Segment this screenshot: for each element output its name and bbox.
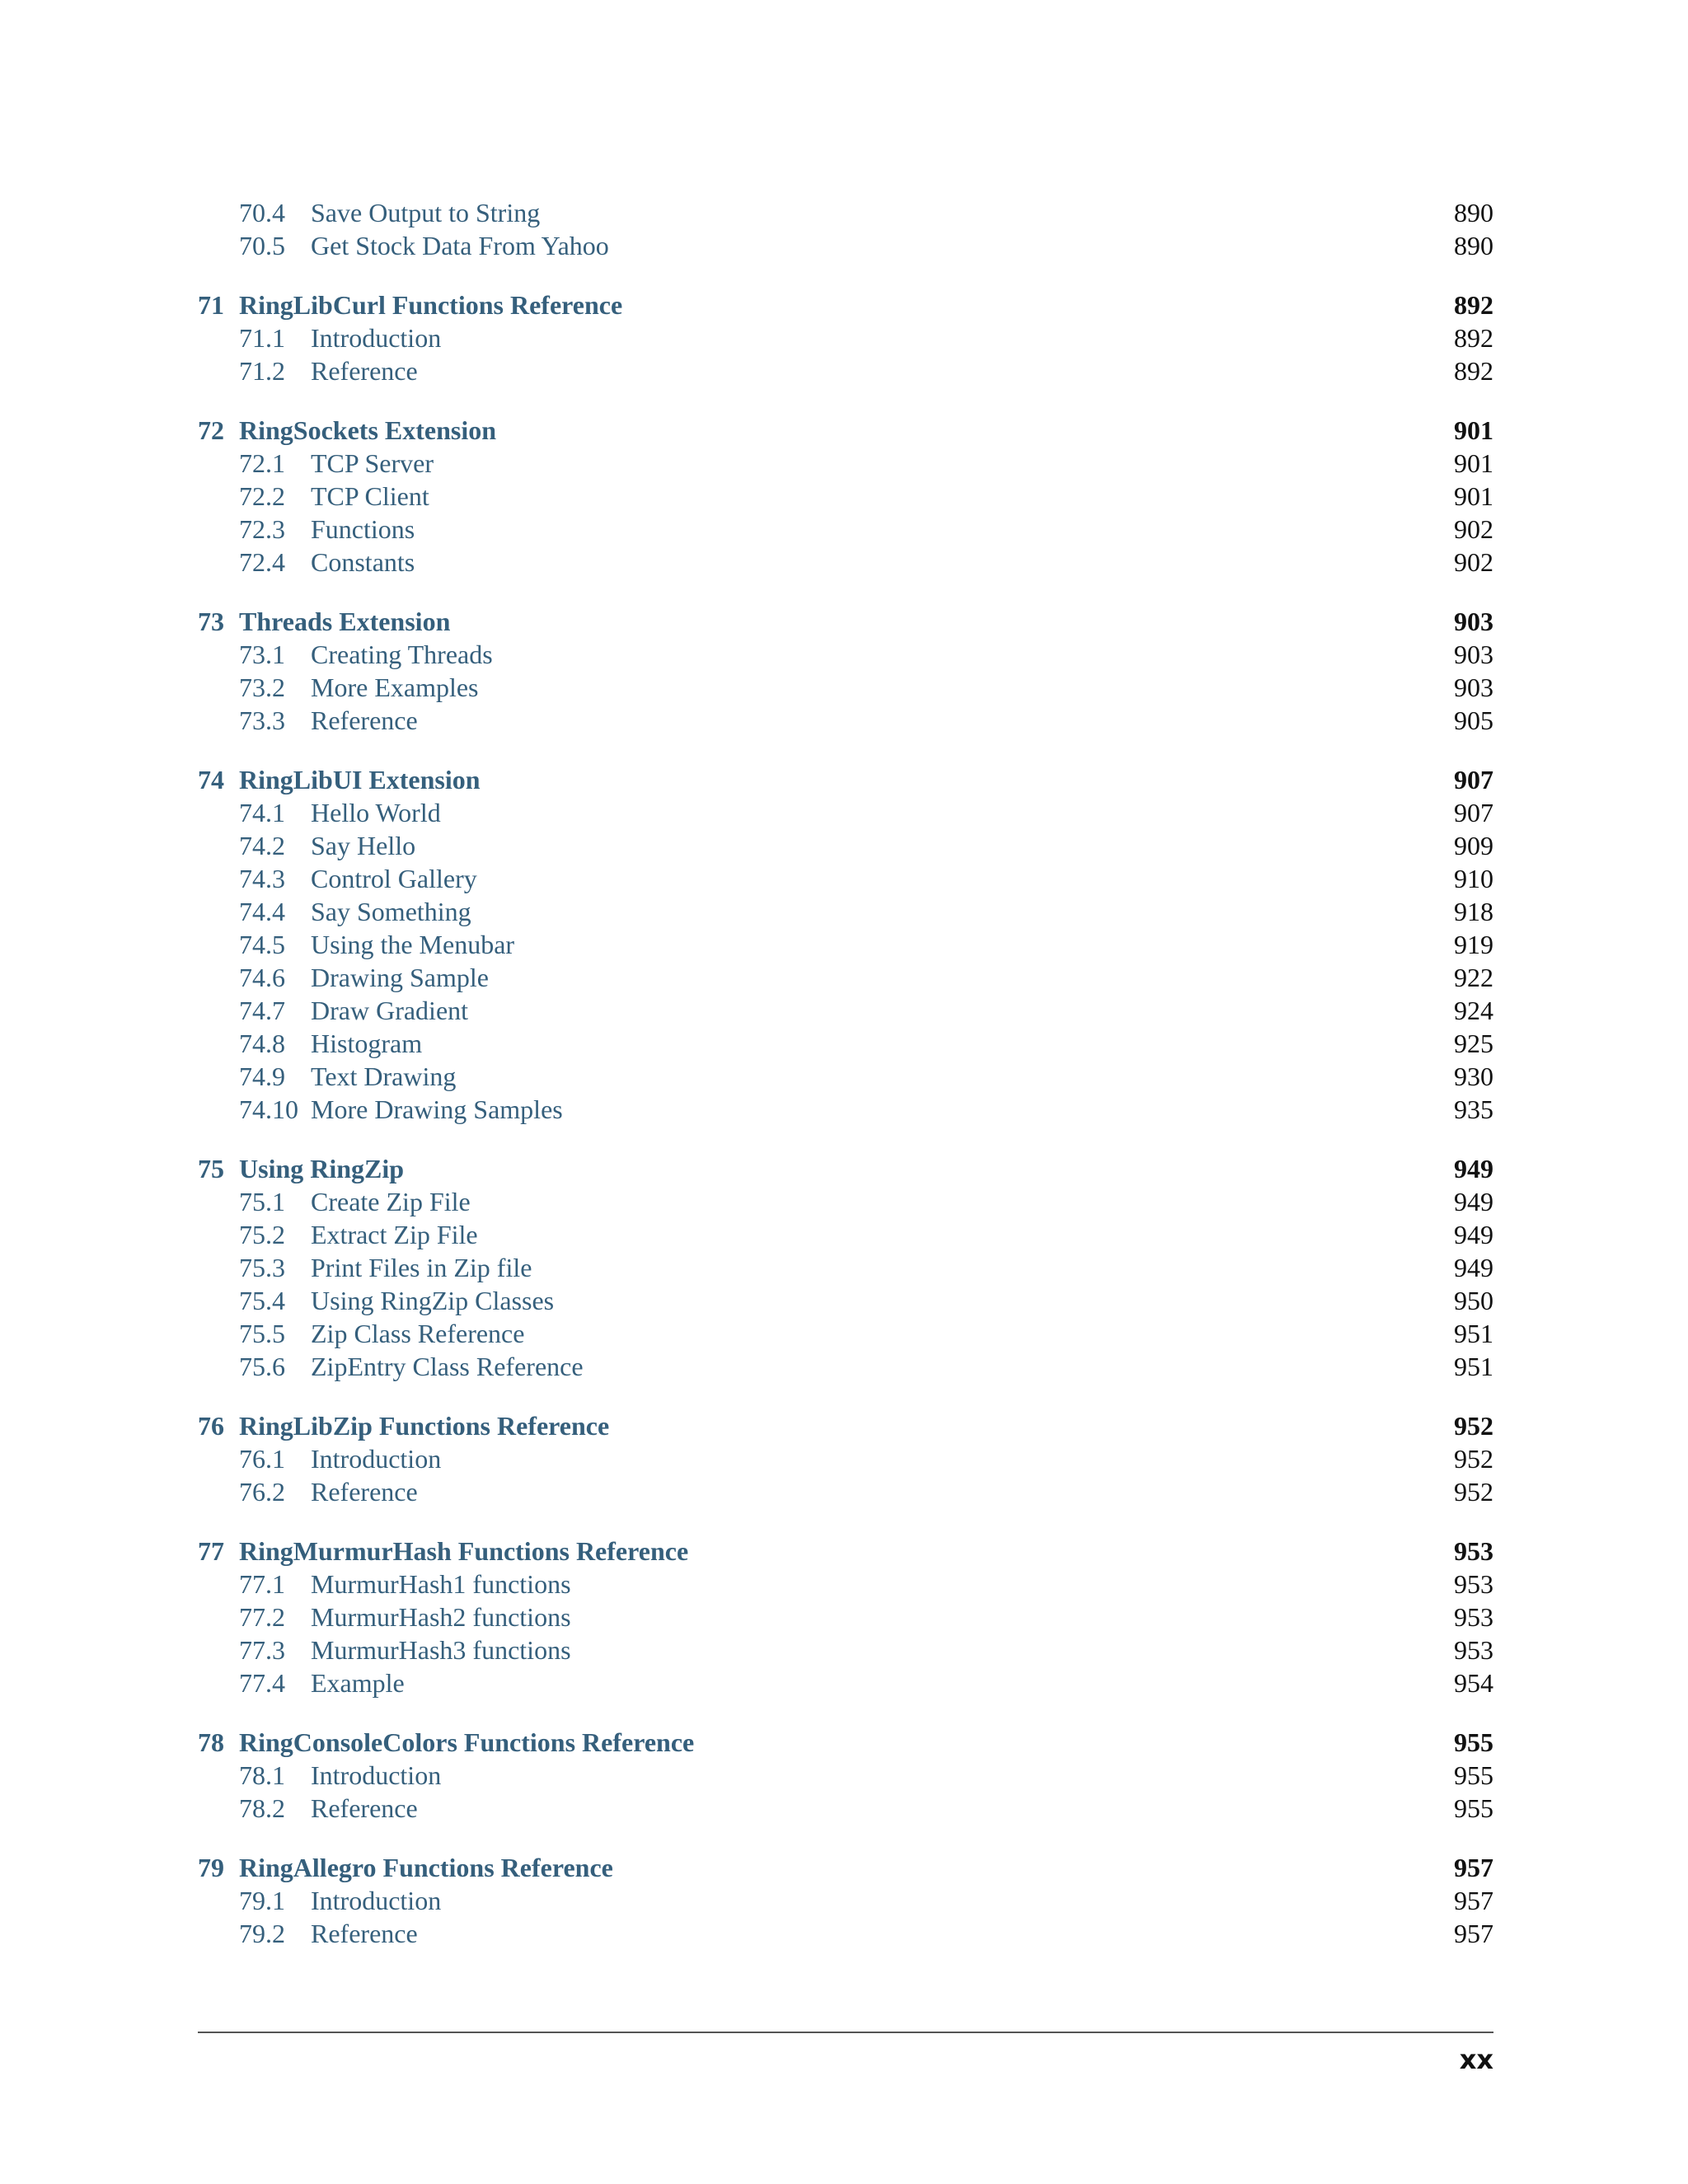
section-number[interactable]: 78.2 [239, 1793, 285, 1823]
toc-entry[interactable] [198, 829, 1493, 862]
toc-entry[interactable] [198, 704, 1493, 737]
page-number-ref: 957 [1446, 1884, 1493, 1917]
page-number-ref: 901 [1446, 447, 1493, 480]
section-title-link[interactable]: Text Drawing [311, 1060, 467, 1093]
section-number[interactable]: 74.10 [239, 1094, 298, 1124]
section-title-link[interactable]: Say Hello [311, 829, 427, 862]
chapter-title-link[interactable]: Using RingZip [239, 1154, 405, 1183]
section-number[interactable]: 72.1 [239, 448, 285, 478]
chapter-title-link[interactable]: RingLibZip Functions Reference [239, 1411, 610, 1441]
section-title-link[interactable]: Using the Menubar [311, 928, 526, 961]
page-number-ref: 953 [1446, 1601, 1493, 1633]
toc-entry[interactable] [198, 229, 1493, 262]
toc-chapter-heading[interactable] [198, 763, 1493, 796]
toc-entry[interactable] [198, 1601, 1493, 1633]
section-number[interactable]: 77.1 [239, 1569, 285, 1599]
section-title-link[interactable]: Creating Threads [311, 638, 504, 671]
page-number-ref: 957 [1446, 1917, 1493, 1950]
page-number-ref: 949 [1446, 1251, 1493, 1284]
toc-entry[interactable] [198, 1350, 1493, 1383]
section-number[interactable]: 76.1 [239, 1444, 285, 1474]
toc-entry[interactable] [198, 961, 1493, 994]
toc-entry[interactable] [198, 638, 1493, 671]
chapter-number[interactable]: 75 [198, 1154, 224, 1183]
page-number-ref: 949 [1446, 1218, 1493, 1251]
section-title-link[interactable]: Introduction [311, 1884, 452, 1917]
toc-entry[interactable] [198, 1060, 1493, 1093]
toc-entry[interactable] [198, 862, 1493, 895]
page-number-ref: 919 [1446, 928, 1493, 961]
chapter-title-link[interactable]: RingMurmurHash Functions Reference [239, 1536, 689, 1566]
chapter-title-link[interactable]: RingLibUI Extension [239, 765, 481, 794]
section-title-link[interactable]: Introduction [311, 1442, 452, 1475]
toc-entry[interactable] [198, 196, 1493, 229]
section-title-link[interactable]: Zip Class Reference [311, 1317, 536, 1350]
toc-entry[interactable] [198, 1666, 1493, 1699]
page-number-ref: 907 [1454, 765, 1493, 794]
toc-entry[interactable] [198, 546, 1493, 579]
page-number-ref: 892 [1454, 290, 1493, 320]
section-number[interactable]: 73.1 [239, 640, 285, 669]
section-number[interactable]: 70.5 [239, 231, 285, 260]
toc-entry[interactable] [198, 895, 1493, 928]
page-number-ref: 949 [1454, 1154, 1493, 1183]
toc-entry[interactable] [198, 1884, 1493, 1917]
toc-entry[interactable] [198, 796, 1493, 829]
section-title-link[interactable]: Create Zip File [311, 1185, 482, 1218]
section-number[interactable]: 75.5 [239, 1319, 285, 1348]
section-number[interactable]: 75.3 [239, 1253, 285, 1282]
page-number-ref: 953 [1446, 1568, 1493, 1601]
chapter-title-link[interactable]: RingSockets Extension [239, 415, 497, 445]
section-title-link[interactable]: Draw Gradient [311, 994, 480, 1027]
toc-entry[interactable] [198, 480, 1493, 513]
toc-entry[interactable] [198, 1027, 1493, 1060]
section-number[interactable]: 75.1 [239, 1187, 285, 1216]
section-title-link[interactable]: More Drawing Samples [311, 1093, 574, 1126]
toc-entry[interactable] [198, 1792, 1493, 1825]
section-title-link[interactable]: Reference [311, 1475, 429, 1508]
page-number-ref: 922 [1446, 961, 1493, 994]
section-title-link[interactable]: Reference [311, 354, 429, 387]
section-title-link[interactable]: TCP Server [311, 447, 445, 480]
page-number-ref: 890 [1446, 196, 1493, 229]
page-number-ref: 952 [1446, 1442, 1493, 1475]
toc-entry[interactable] [198, 1917, 1493, 1950]
section-title-link[interactable]: Say Something [311, 895, 483, 928]
section-number[interactable]: 74.4 [239, 897, 285, 926]
chapter-number[interactable]: 74 [198, 765, 224, 794]
section-title-link[interactable]: ZipEntry Class Reference [311, 1350, 595, 1383]
page-number-ref: 909 [1446, 829, 1493, 862]
chapter-number[interactable]: 73 [198, 607, 224, 636]
section-number[interactable]: 74.3 [239, 864, 285, 893]
chapter-title-link[interactable]: Threads Extension [239, 607, 451, 636]
section-number[interactable]: 72.3 [239, 514, 285, 544]
page-number-ref: 907 [1446, 796, 1493, 829]
toc-entry[interactable] [198, 1251, 1493, 1284]
toc-entry[interactable] [198, 1185, 1493, 1218]
chapter-title-link[interactable]: RingConsoleColors Functions Reference [239, 1727, 695, 1757]
section-title-link[interactable]: Reference [311, 1917, 429, 1950]
section-number[interactable]: 77.2 [239, 1602, 285, 1632]
toc-chapter-heading[interactable] [198, 1851, 1493, 1884]
section-number[interactable]: 74.8 [239, 1029, 285, 1058]
page-number-ref: 951 [1446, 1350, 1493, 1383]
toc-entry[interactable] [198, 447, 1493, 480]
section-title-link[interactable]: Functions [311, 513, 426, 546]
page-number-ref: 955 [1446, 1792, 1493, 1825]
chapter-number[interactable]: 77 [198, 1536, 224, 1566]
section-number[interactable]: 77.4 [239, 1668, 285, 1698]
section-number[interactable]: 78.1 [239, 1760, 285, 1790]
toc-entry[interactable] [198, 994, 1493, 1027]
toc-entry[interactable] [198, 1759, 1493, 1792]
toc-entry[interactable] [198, 928, 1493, 961]
chapter-number[interactable]: 71 [198, 290, 224, 320]
page-number-ref: 918 [1446, 895, 1493, 928]
toc-chapter-heading[interactable] [198, 605, 1493, 638]
section-number[interactable]: 73.2 [239, 673, 285, 702]
page-number-ref: 951 [1446, 1317, 1493, 1350]
section-number[interactable]: 71.2 [239, 356, 285, 386]
section-title-link[interactable]: Histogram [311, 1027, 434, 1060]
page-number-ref: 953 [1446, 1633, 1493, 1666]
section-title-link[interactable]: Introduction [311, 1759, 452, 1792]
section-title-link[interactable]: Get Stock Data From Yahoo [311, 229, 621, 262]
section-number[interactable]: 77.3 [239, 1635, 285, 1665]
section-title-link[interactable]: Extract Zip File [311, 1218, 490, 1251]
page-number-ref: 905 [1446, 704, 1493, 737]
page-number-ref: 924 [1446, 994, 1493, 1027]
page-number-ref: 930 [1446, 1060, 1493, 1093]
chapter-number[interactable]: 76 [198, 1411, 224, 1441]
toc-entry[interactable] [198, 354, 1493, 387]
chapter-number[interactable]: 79 [198, 1853, 224, 1882]
page-number-ref: 903 [1454, 607, 1493, 636]
section-number[interactable]: 73.3 [239, 705, 285, 735]
section-title-link[interactable]: Print Files in Zip file [311, 1251, 543, 1284]
page-number-ref: 901 [1454, 415, 1493, 445]
page-number-ref: 955 [1454, 1727, 1493, 1757]
page-number-ref: 910 [1446, 862, 1493, 895]
page-number-ref: 892 [1446, 354, 1493, 387]
section-number[interactable]: 79.1 [239, 1886, 285, 1915]
section-number[interactable]: 72.2 [239, 481, 285, 511]
page-number-ref: 902 [1446, 546, 1493, 579]
toc-entry[interactable] [198, 1633, 1493, 1666]
toc-chapter-heading[interactable] [198, 414, 1493, 447]
section-title-link[interactable]: Introduction [311, 321, 452, 354]
section-number[interactable]: 74.6 [239, 963, 285, 992]
chapter-number[interactable]: 78 [198, 1727, 224, 1757]
page-number-ref: 950 [1446, 1284, 1493, 1317]
section-number[interactable]: 75.6 [239, 1352, 285, 1381]
section-number[interactable]: 79.2 [239, 1919, 285, 1948]
page-number-ref: 953 [1454, 1536, 1493, 1566]
page-number-ref: 957 [1454, 1853, 1493, 1882]
section-number[interactable]: 74.1 [239, 798, 285, 827]
page-number-ref: 949 [1446, 1185, 1493, 1218]
page-number-ref: 890 [1446, 229, 1493, 262]
page-number: xx [1459, 2044, 1493, 2075]
section-title-link[interactable]: Reference [311, 1792, 429, 1825]
toc-chapter-heading[interactable] [198, 1535, 1493, 1568]
section-title-link[interactable]: More Examples [311, 671, 490, 704]
toc-entry[interactable] [198, 1475, 1493, 1508]
toc-entry[interactable] [198, 1218, 1493, 1251]
page-number-ref: 954 [1446, 1666, 1493, 1699]
page-number-ref: 903 [1446, 638, 1493, 671]
toc-chapter-heading[interactable] [198, 1726, 1493, 1759]
toc-entry[interactable] [198, 1284, 1493, 1317]
section-number[interactable]: 74.7 [239, 996, 285, 1025]
page-number-ref: 902 [1446, 513, 1493, 546]
toc-chapter-heading[interactable] [198, 1409, 1493, 1442]
section-title-link[interactable]: TCP Client [311, 480, 441, 513]
section-title-link[interactable]: Hello World [311, 796, 452, 829]
section-number[interactable]: 72.4 [239, 547, 285, 577]
section-title-link[interactable]: Control Gallery [311, 862, 489, 895]
page-number-ref: 935 [1446, 1093, 1493, 1126]
page-number-ref: 903 [1446, 671, 1493, 704]
page-number-ref: 952 [1454, 1411, 1493, 1441]
chapter-number[interactable]: 72 [198, 415, 224, 445]
page-number-ref: 955 [1446, 1759, 1493, 1792]
toc-entry[interactable] [198, 321, 1493, 354]
section-number[interactable]: 76.2 [239, 1477, 285, 1507]
section-number[interactable]: 74.2 [239, 831, 285, 860]
section-number[interactable]: 74.9 [239, 1062, 285, 1091]
section-title-link[interactable]: MurmurHash2 functions [311, 1601, 583, 1633]
toc-chapter-heading[interactable] [198, 1152, 1493, 1185]
section-title-link[interactable]: Constants [311, 546, 426, 579]
section-number[interactable]: 70.4 [239, 198, 285, 227]
section-number[interactable]: 71.1 [239, 323, 285, 353]
toc-entry[interactable] [198, 1093, 1493, 1126]
page-number-ref: 925 [1446, 1027, 1493, 1060]
section-number[interactable]: 75.2 [239, 1220, 285, 1249]
toc-entry[interactable] [198, 1317, 1493, 1350]
section-number[interactable]: 74.5 [239, 930, 285, 959]
toc-entry[interactable] [198, 671, 1493, 704]
section-title-link[interactable]: MurmurHash3 functions [311, 1633, 583, 1666]
section-title-link[interactable]: Save Output to String [311, 196, 551, 229]
page-number-ref: 901 [1446, 480, 1493, 513]
page-number-ref: 952 [1446, 1475, 1493, 1508]
table-of-contents [198, 196, 1493, 1950]
chapter-title-link[interactable]: RingLibCurl Functions Reference [239, 290, 623, 320]
chapter-title-link[interactable]: RingAllegro Functions Reference [239, 1853, 613, 1882]
section-title-link[interactable]: Reference [311, 704, 429, 737]
toc-entry[interactable] [198, 513, 1493, 546]
section-number[interactable]: 75.4 [239, 1286, 285, 1315]
toc-entry[interactable] [198, 1568, 1493, 1601]
section-title-link[interactable]: Drawing Sample [311, 961, 500, 994]
section-title-link[interactable]: Using RingZip Classes [311, 1284, 565, 1317]
section-title-link[interactable]: MurmurHash1 functions [311, 1568, 583, 1601]
footer-divider [198, 2032, 1493, 2033]
toc-entry[interactable] [198, 1442, 1493, 1475]
section-title-link[interactable]: Example [311, 1666, 416, 1699]
toc-chapter-heading[interactable] [198, 288, 1493, 321]
page-number-ref: 892 [1446, 321, 1493, 354]
